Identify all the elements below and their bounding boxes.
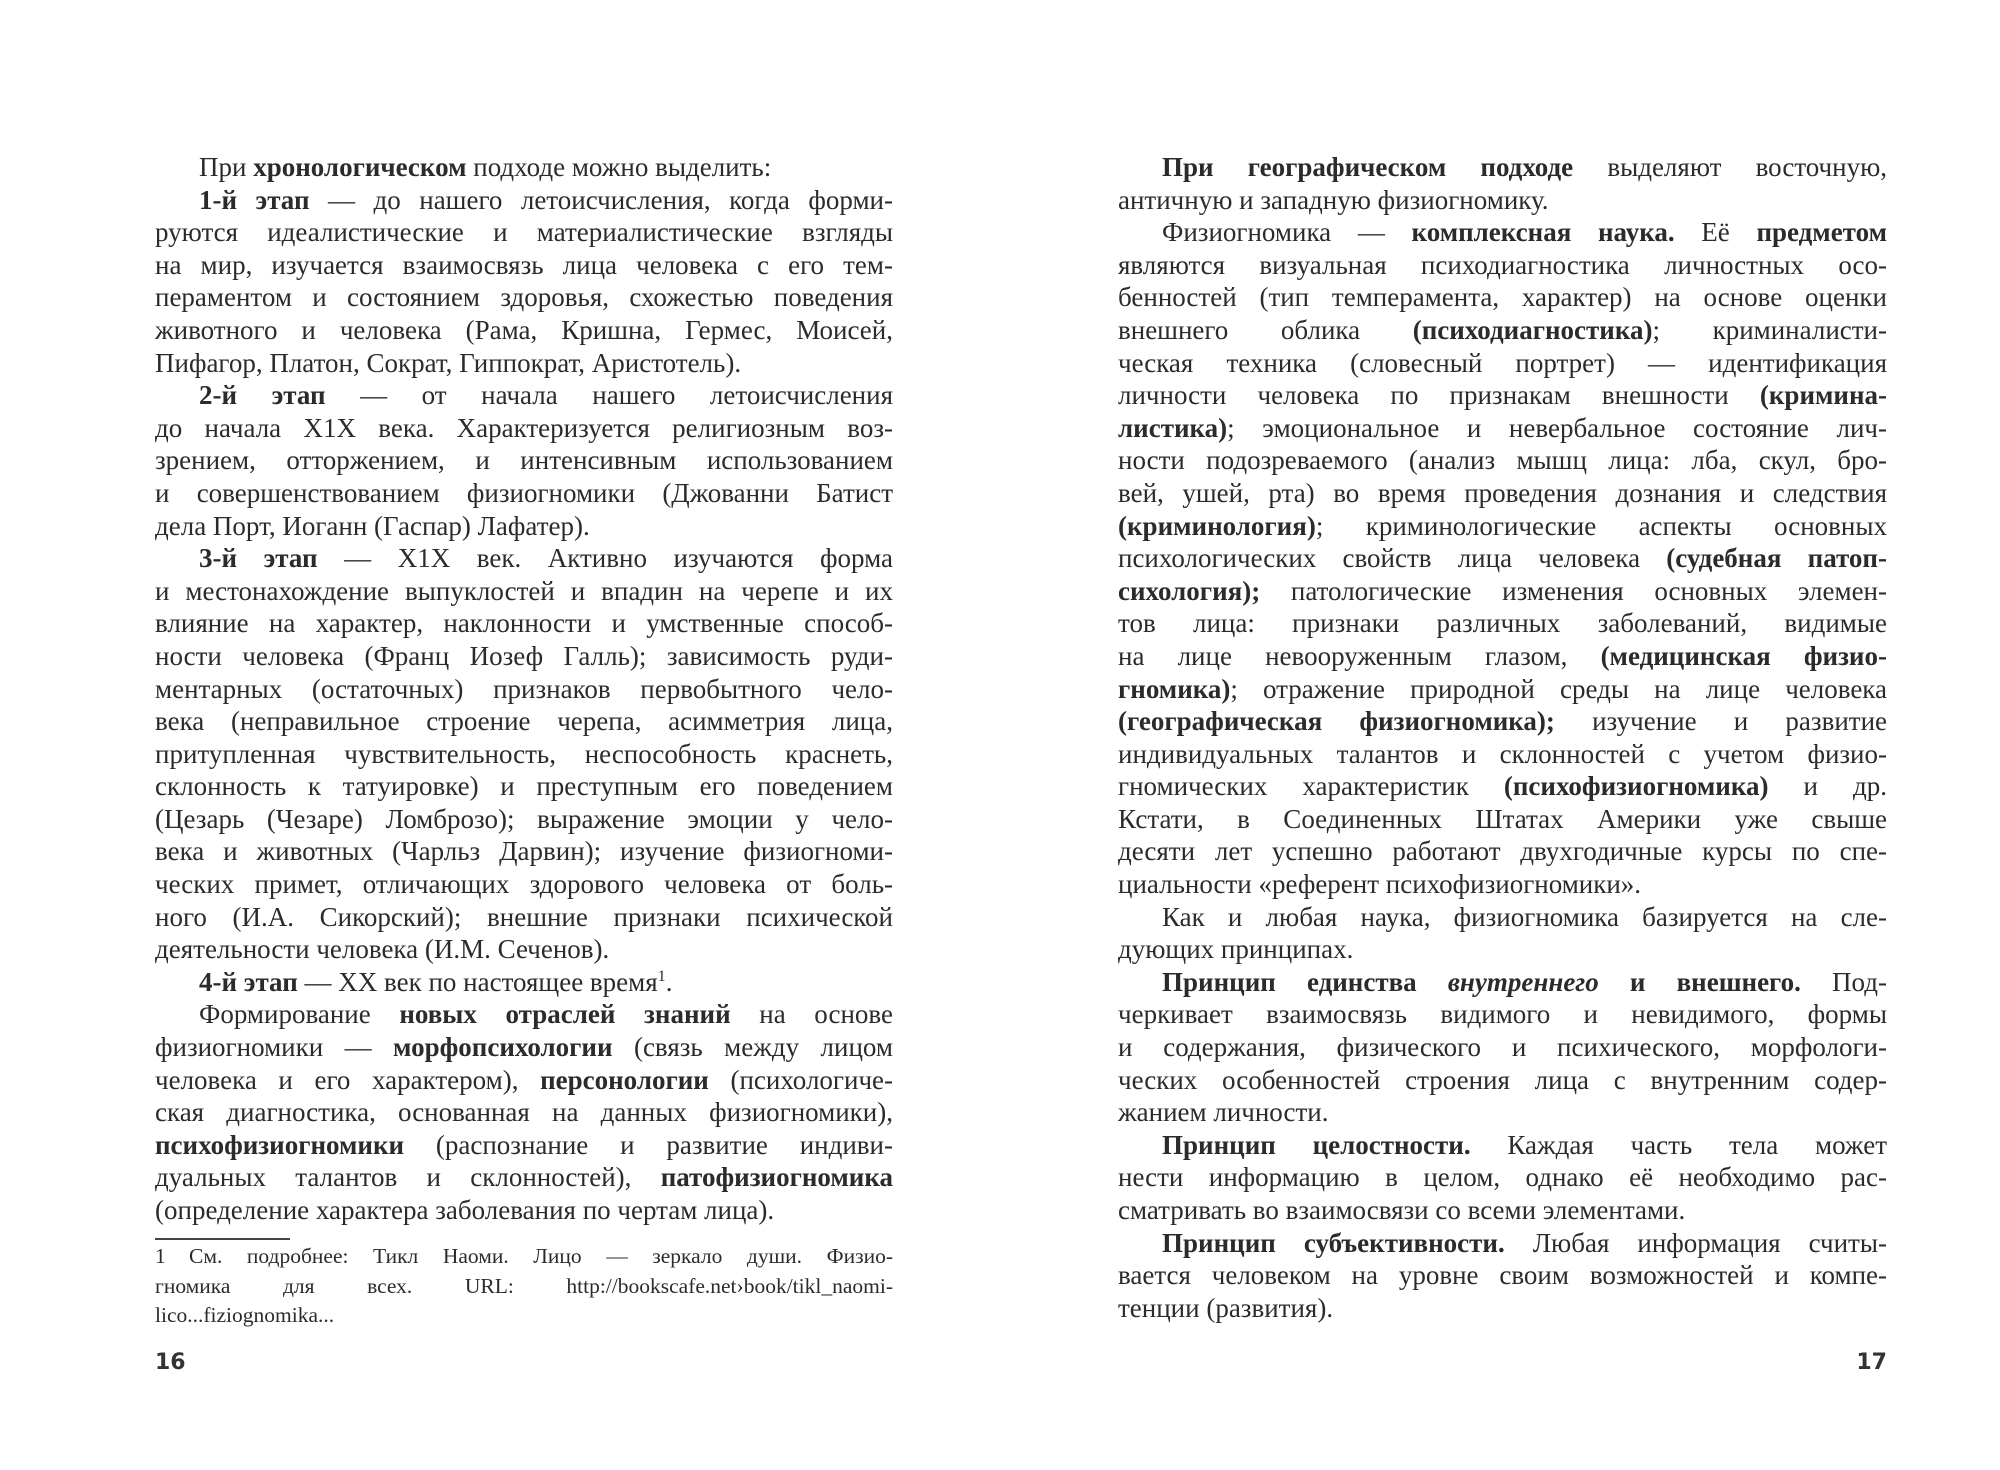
footnote-divider bbox=[155, 1238, 290, 1240]
bold-term: (криминология) bbox=[1118, 510, 1316, 541]
text-line bbox=[155, 347, 893, 380]
text-run: на мир, изучается взаимосвязь лица человека с его тем- bbox=[155, 249, 893, 280]
text-line bbox=[1118, 835, 1887, 868]
bold-term: 2-й этап bbox=[199, 380, 326, 411]
text-run: ческих особенностей строения лица с внутренним содер- bbox=[1118, 1064, 1887, 1095]
bold-term: внутреннего bbox=[1447, 966, 1599, 997]
text-line bbox=[1118, 868, 1887, 901]
text-run: (Цезарь (Чезаре) Ломброзо); выражение эмоции у чело- bbox=[155, 803, 893, 834]
bold-term: комплексная наука. bbox=[1411, 217, 1675, 248]
text-run: патологические изменения основных элемен- bbox=[1260, 575, 1887, 606]
text-line bbox=[1118, 151, 1887, 184]
text-run: Формирование bbox=[199, 999, 400, 1030]
text-run: Как и любая наука, физиогномика базируется на сле- bbox=[1162, 901, 1887, 932]
footnote-reference: 1 bbox=[657, 966, 666, 985]
text-line bbox=[155, 575, 893, 608]
text-line bbox=[155, 444, 893, 477]
text-run: античную и западную физиогномику. bbox=[1118, 184, 1549, 215]
text-line bbox=[155, 1031, 893, 1064]
text-line bbox=[155, 1064, 893, 1097]
text-run: до начала X1X века. Характеризуется религиозным воз- bbox=[155, 412, 893, 443]
text-run: дуальных талантов и склонностей), bbox=[155, 1162, 661, 1193]
text-line bbox=[155, 607, 893, 640]
bold-term: (психодиагностика) bbox=[1412, 314, 1653, 345]
text-run: психологических свойств лица человека bbox=[1118, 543, 1667, 574]
text-run: влияние на характер, наклонности и умственные способ- bbox=[155, 608, 893, 639]
text-line bbox=[1118, 1259, 1887, 1292]
bold-term: Принцип субъективности. bbox=[1162, 1227, 1505, 1258]
text-run: склонность к татуировке) и преступным его поведением bbox=[155, 771, 893, 802]
text-run: ного (И.А. Сикорский); внешние признаки психической bbox=[155, 901, 893, 932]
bold-term: Принцип единства bbox=[1162, 966, 1448, 997]
text-run: ности подозреваемого (анализ мышц лица: лба, скул, бро- bbox=[1118, 445, 1887, 476]
text-run: ская диагностика, основанная на данных физиогномики), bbox=[155, 1097, 893, 1128]
footnote-mark: 1 bbox=[155, 1244, 166, 1268]
text-line bbox=[155, 379, 893, 412]
text-run: Её bbox=[1674, 217, 1757, 248]
text-run: являются визуальная психодиагностика личностных осо- bbox=[1118, 249, 1887, 280]
text-line bbox=[1118, 216, 1887, 249]
text-run: гномических характеристик bbox=[1118, 771, 1504, 802]
bold-term: новых отраслей знаний bbox=[399, 999, 731, 1030]
text-line bbox=[1118, 803, 1887, 836]
text-line bbox=[155, 640, 893, 673]
text-run: животного и человека (Рама, Кришна, Гермес, Моисей, bbox=[155, 314, 893, 345]
text-run: на основе bbox=[730, 999, 893, 1030]
text-run: индивидуальных талантов и склонностей с учетом физио- bbox=[1118, 738, 1887, 769]
bold-term: психофизиогномики bbox=[155, 1129, 405, 1160]
text-line bbox=[1118, 640, 1887, 673]
text-run: дующих принципах. bbox=[1118, 934, 1354, 965]
bold-term: гномика) bbox=[1118, 673, 1231, 704]
footnote-line: lico...fiziognomika... bbox=[155, 1303, 335, 1327]
text-run: зрением, отторжением, и интенсивным использованием bbox=[155, 445, 893, 476]
text-line bbox=[1118, 1096, 1887, 1129]
text-run: и совершенствованием физиогномики (Джованни Батист bbox=[155, 477, 893, 508]
text-run: десяти лет успешно работают двухгодичные курсы по спе- bbox=[1118, 836, 1887, 867]
text-line bbox=[155, 933, 893, 966]
footnote-line: гномика для всех. URL: http://bookscafe.net›book/tikl_naomi- bbox=[155, 1273, 893, 1298]
bold-term: (психофизиогномика) bbox=[1503, 771, 1769, 802]
text-run: изучение и развитие bbox=[1554, 706, 1887, 737]
text-line bbox=[1118, 966, 1887, 999]
text-line bbox=[1118, 770, 1887, 803]
text-run: ческих примет, отличающих здорового человека от боль- bbox=[155, 869, 893, 900]
bold-term: (судебная патоп- bbox=[1666, 543, 1887, 574]
text-run: притупленная чувствительность, неспособность краснеть, bbox=[155, 738, 893, 769]
text-run: вается человеком на уровне своим возможностей и компе- bbox=[1118, 1260, 1887, 1291]
text-line bbox=[1118, 738, 1887, 771]
text-run: Любая информация считы- bbox=[1504, 1227, 1887, 1258]
text-run: сматривать во взаимосвязи со всеми элементами. bbox=[1118, 1195, 1686, 1225]
text-run: и местонахождение выпуклостей и впадин на черепе и их bbox=[155, 575, 893, 606]
text-run: подходе можно выделить: bbox=[466, 152, 772, 182]
bold-term: морфопсихологии bbox=[393, 1032, 613, 1063]
text-line bbox=[155, 835, 893, 868]
text-run: личности человека по признакам внешности bbox=[1118, 380, 1760, 411]
bold-term: При географическом подходе bbox=[1162, 152, 1574, 182]
footnote bbox=[155, 1242, 893, 1331]
bold-term: хронологическом bbox=[253, 152, 467, 182]
footnote-line bbox=[155, 1242, 893, 1272]
text-line bbox=[1118, 542, 1887, 575]
text-line bbox=[1118, 933, 1887, 966]
text-line bbox=[1118, 607, 1887, 640]
text-line bbox=[155, 1096, 893, 1129]
text-run: (распознание и развитие индиви- bbox=[404, 1129, 893, 1160]
text-line bbox=[155, 542, 893, 575]
bold-term: Принцип целостности. bbox=[1162, 1129, 1471, 1160]
text-line bbox=[1118, 575, 1887, 608]
text-run: и содержания, физического и психического, морфологи- bbox=[1118, 1032, 1887, 1063]
text-line bbox=[155, 770, 893, 803]
text-run: Под- bbox=[1800, 966, 1887, 997]
text-line bbox=[155, 868, 893, 901]
text-line bbox=[1118, 1129, 1887, 1162]
text-run: — X1X век. Активно изучаются форма bbox=[317, 543, 893, 574]
page-number-left: 16 bbox=[155, 1350, 186, 1375]
text-run: на лице невооруженным глазом, bbox=[1118, 640, 1601, 671]
text-line bbox=[1118, 998, 1887, 1031]
text-line bbox=[155, 412, 893, 445]
text-line bbox=[155, 705, 893, 738]
text-line bbox=[1118, 281, 1887, 314]
text-line bbox=[155, 151, 893, 184]
text-line bbox=[155, 1194, 893, 1227]
text-run: пераментом и состоянием здоровья, схожестью поведения bbox=[155, 282, 893, 313]
text-run: бенностей (тип темперамента, характер) на основе оценки bbox=[1118, 282, 1887, 313]
bold-term: патофизиогномика bbox=[660, 1162, 893, 1193]
text-run: Физиогномика — bbox=[1162, 217, 1412, 248]
text-line bbox=[1118, 1031, 1887, 1064]
text-line bbox=[1118, 510, 1887, 543]
bold-term: 4-й этап bbox=[199, 966, 298, 997]
text-run: нести информацию в целом, однако её необходимо рас- bbox=[1118, 1162, 1887, 1193]
text-run: тенции (развития). bbox=[1118, 1292, 1334, 1323]
text-line bbox=[1118, 673, 1887, 706]
text-line bbox=[155, 510, 893, 543]
bold-term: персонологии bbox=[540, 1064, 709, 1095]
bold-term: (географическая физиогномика); bbox=[1118, 706, 1555, 737]
text-run: ментарных (остаточных) признаков первобытного чело- bbox=[155, 673, 893, 704]
text-run: и др. bbox=[1768, 771, 1887, 802]
bold-term: (медицинская физио- bbox=[1600, 640, 1887, 671]
text-run: Пифагор, Платон, Сократ, Гиппократ, Аристотель). bbox=[155, 347, 742, 378]
text-line bbox=[1118, 1194, 1887, 1227]
text-run: человека и его характером), bbox=[155, 1064, 541, 1095]
text-line bbox=[1118, 1161, 1887, 1194]
text-run: внешнего облика bbox=[1118, 314, 1413, 345]
text-run: века (неправильное строение черепа, асимметрия лица, bbox=[155, 706, 893, 737]
text-run: вей, ушей, рта) во время проведения дознания и следствия bbox=[1118, 477, 1887, 508]
text-line bbox=[1118, 901, 1887, 934]
text-run: черкивает взаимосвязь видимого и невидимого, формы bbox=[1118, 999, 1887, 1030]
text-run: выделяют восточную, bbox=[1573, 152, 1887, 182]
text-line bbox=[1118, 412, 1887, 445]
text-run: Кстати, в Соединенных Штатах Америки уже свыше bbox=[1118, 803, 1887, 834]
text-line bbox=[155, 966, 893, 999]
text-line bbox=[1118, 184, 1887, 217]
text-run: деятельности человека (И.М. Сеченов). bbox=[155, 934, 610, 965]
text-line bbox=[1118, 379, 1887, 412]
text-line bbox=[155, 998, 893, 1031]
footnote-text: См. подробнее: Тикл Наоми. Лицо — зеркало души. Физио- bbox=[189, 1244, 893, 1268]
text-run: . bbox=[665, 966, 673, 997]
text-line bbox=[155, 1161, 893, 1194]
text-line bbox=[155, 184, 893, 217]
text-run: — от начала нашего летоисчисления bbox=[325, 380, 893, 411]
text-line bbox=[155, 803, 893, 836]
bold-term: листика) bbox=[1118, 412, 1228, 443]
text-run: дела Порт, Иоганн (Гаспар) Лафатер). bbox=[155, 510, 590, 541]
text-line bbox=[155, 1129, 893, 1162]
text-run: (определение характера заболевания по чертам лица). bbox=[155, 1195, 775, 1225]
text-line bbox=[155, 738, 893, 771]
text-run: — до нашего летоисчисления, когда форми- bbox=[309, 184, 893, 215]
text-line bbox=[1118, 444, 1887, 477]
text-run: ности человека (Франц Иозеф Галль); зависимость руди- bbox=[155, 640, 893, 671]
text-line bbox=[1118, 249, 1887, 282]
text-run: циальности «референт психофизиогномики». bbox=[1118, 869, 1642, 900]
text-line bbox=[155, 249, 893, 282]
text-run: жанием личности. bbox=[1118, 1097, 1329, 1128]
text-run: При bbox=[199, 152, 254, 182]
text-run: тов лица: признаки различных заболеваний, видимые bbox=[1118, 608, 1887, 639]
text-line bbox=[155, 281, 893, 314]
text-line bbox=[155, 216, 893, 249]
text-run: ческая техника (словесный портрет) — идентификация bbox=[1118, 347, 1887, 378]
text-line bbox=[1118, 1227, 1887, 1260]
text-line bbox=[155, 901, 893, 934]
text-line bbox=[1118, 1064, 1887, 1097]
text-run: ; отражение природной среды на лице человека bbox=[1230, 673, 1887, 704]
text-line bbox=[1118, 1292, 1887, 1325]
text-line bbox=[1118, 347, 1887, 380]
text-run: — XX век по настоящее время bbox=[297, 966, 658, 997]
bold-term: и внешнего. bbox=[1598, 966, 1801, 997]
text-run: века и животных (Чарльз Дарвин); изучение физиогноми- bbox=[155, 836, 893, 867]
page-number-right: 17 bbox=[1856, 1350, 1887, 1375]
text-run: Каждая часть тела может bbox=[1470, 1129, 1887, 1160]
text-run: ; криминалисти- bbox=[1652, 314, 1887, 345]
text-line bbox=[1118, 314, 1887, 347]
right-page-body bbox=[1118, 151, 1887, 1324]
text-run: руются идеалистические и материалистические взгляды bbox=[155, 217, 893, 248]
bold-term: 3-й этап bbox=[199, 543, 318, 574]
text-line bbox=[155, 314, 893, 347]
text-run: (связь между лицом bbox=[612, 1032, 893, 1063]
bold-term: 1-й этап bbox=[199, 184, 310, 215]
text-run: ; эмоциональное и невербальное состояние лич- bbox=[1227, 412, 1887, 443]
bold-term: предметом bbox=[1756, 217, 1887, 248]
text-line bbox=[1118, 705, 1887, 738]
text-run: ; криминологические аспекты основных bbox=[1315, 510, 1887, 541]
text-line bbox=[155, 477, 893, 510]
bold-term: сихология); bbox=[1118, 575, 1261, 606]
text-line bbox=[1118, 477, 1887, 510]
bold-term: (кримина- bbox=[1759, 380, 1887, 411]
text-line bbox=[155, 673, 893, 706]
text-run: физиогномики — bbox=[155, 1032, 394, 1063]
left-page-body bbox=[155, 151, 893, 1227]
text-run: (психологиче- bbox=[708, 1064, 893, 1095]
